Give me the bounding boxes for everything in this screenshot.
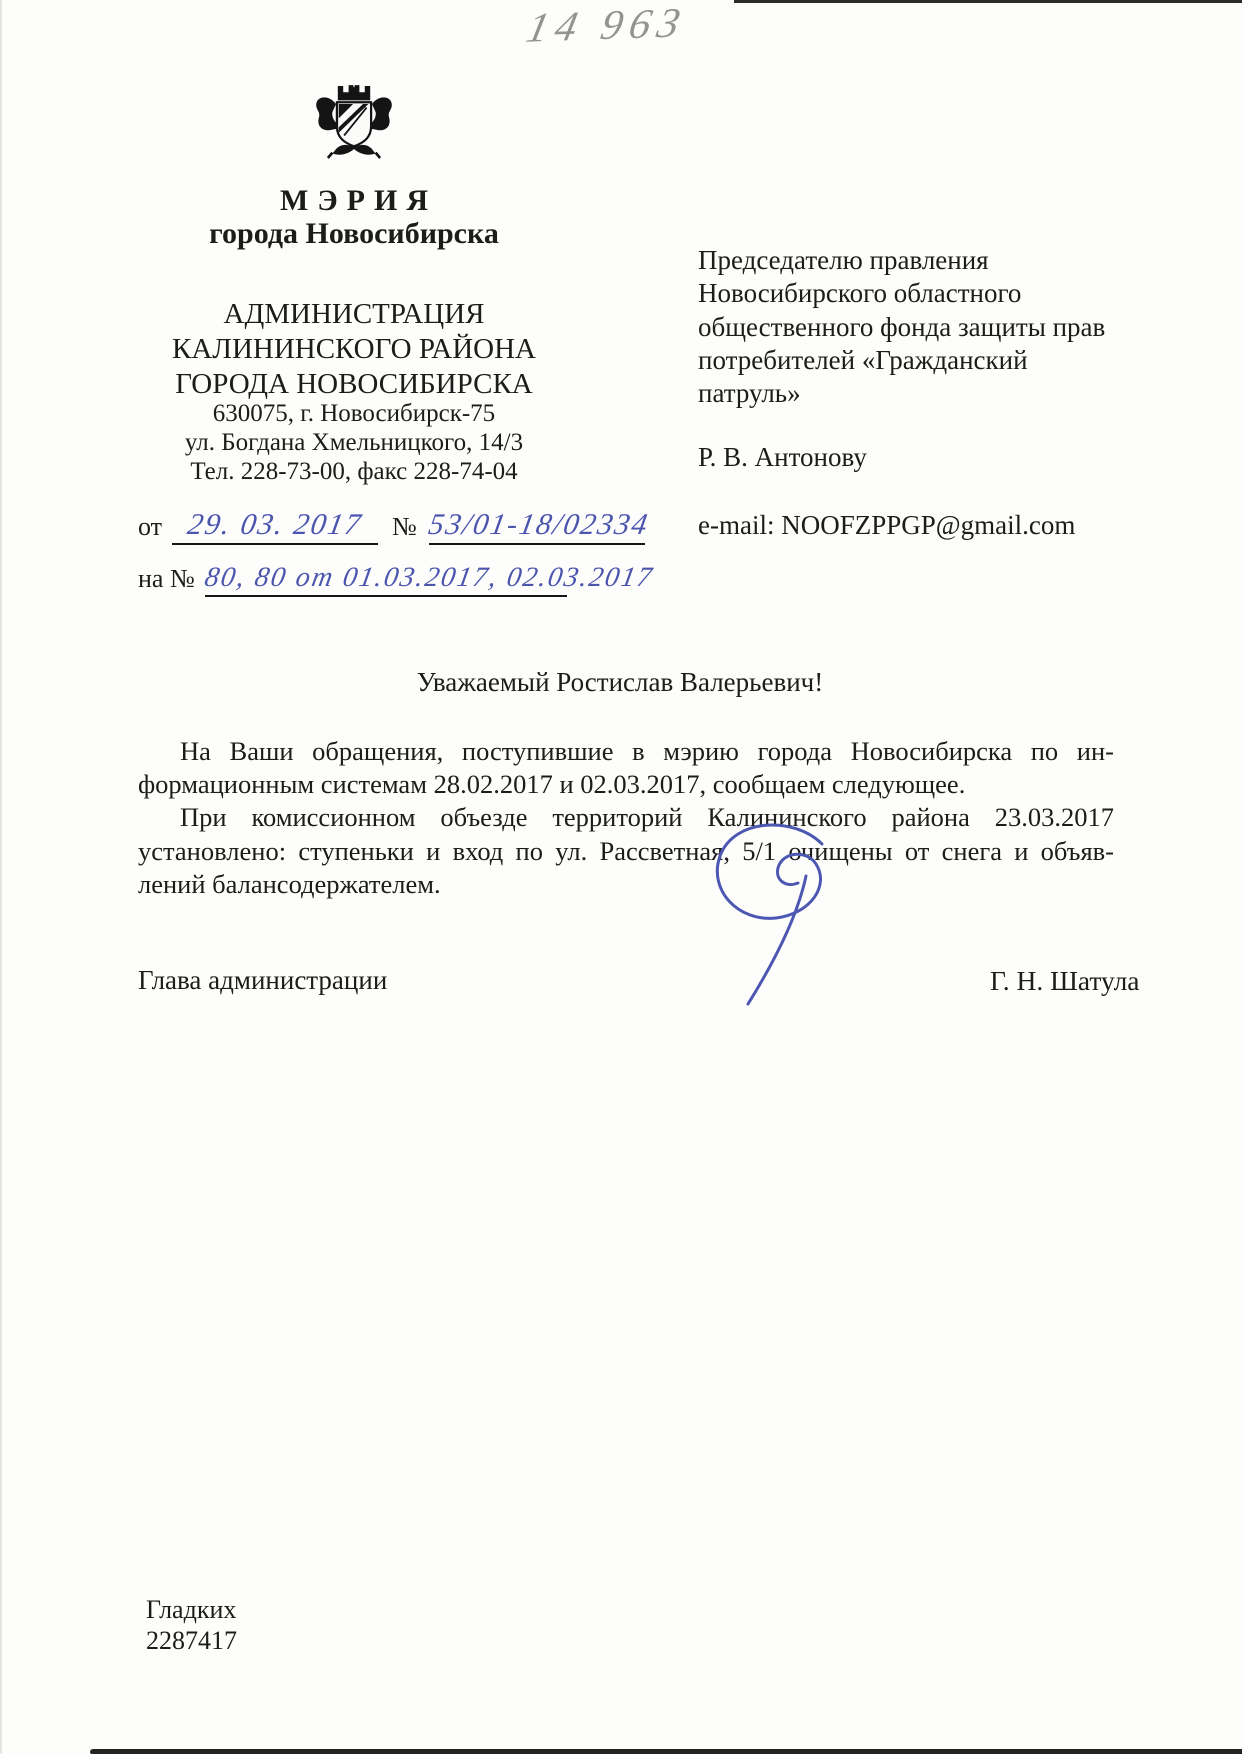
address-line: 630075, г. Новосибирск-75	[212, 400, 496, 427]
letter-body	[138, 735, 1114, 901]
department-line: ГОРОДА НОВОСИБИРСКА	[175, 368, 533, 400]
department-line: АДМИНИСТРАЦИЯ	[223, 298, 485, 330]
novosibirsk-coat-of-arms-icon	[309, 84, 399, 178]
recipient-name: Р. В. Антонову	[698, 442, 867, 472]
reference-reply-row	[138, 562, 656, 597]
number-blank-line	[426, 508, 652, 545]
scan-edge-top	[734, 0, 1242, 3]
handwritten-outgoing-number: 53/01-18/02334	[426, 508, 652, 541]
address-line: Тел. 228-73-00, факс 228-74-04	[190, 458, 518, 485]
body-line: установлено: ступеньки и вход по ул. Рассветная, 5/1 очищены от снега и объяв-	[138, 835, 1114, 866]
pencil-registration-number: 14 963	[522, 0, 692, 52]
number-label: №	[392, 512, 417, 541]
reply-label: на №	[138, 564, 195, 593]
reference-date-number-row	[138, 508, 652, 545]
executor-block	[146, 1594, 237, 1656]
department-block	[128, 297, 580, 402]
scan-edge-left	[0, 0, 2, 1754]
department-line: КАЛИНИНСКОГО РАЙОНА	[171, 333, 536, 365]
recipient-line: потребителей «Гражданский	[698, 344, 1028, 375]
signer-position: Глава администрации	[138, 965, 388, 995]
signer-name: Г. Н. Шатула	[990, 965, 1140, 996]
handwritten-reply-number: 80, 80 от 01.03.2017, 02.03.2017	[202, 562, 656, 593]
address-line: ул. Богдана Хмельницкого, 14/3	[184, 429, 524, 456]
recipient-email: e-mail: NOOFZPPGP@gmail.com	[698, 510, 1076, 540]
scan-edge-bottom	[90, 1749, 1242, 1754]
recipient-line: патруль»	[698, 378, 801, 409]
date-blank-line	[172, 508, 378, 545]
org-subtitle: города Новосибирска	[209, 217, 499, 250]
body-line: формационным системам 28.02.2017 и 02.03.2017, сообщаем следующее.	[138, 769, 966, 800]
handwritten-date: 29. 03. 2017	[185, 508, 366, 541]
salutation: Уважаемый Ростислав Валерьевич!	[416, 667, 824, 697]
body-line: При комиссионном объезде территорий Калининского района 23.03.2017	[180, 802, 1114, 833]
signature-autograph	[664, 814, 874, 1014]
signature-ink-icon	[664, 814, 874, 1009]
recipient-block	[698, 244, 1105, 410]
emblem-container	[128, 84, 580, 183]
recipient-line: общественного фонда защиты прав	[698, 311, 1106, 342]
reply-blank-line	[202, 562, 656, 597]
body-line: На Ваши обращения, поступившие в мэрию города Новосибирска по ин-	[180, 736, 1114, 766]
executor-name: Гладких	[146, 1595, 237, 1624]
date-label: от	[138, 512, 163, 541]
body-line: лений балансодержателем.	[138, 868, 441, 899]
org-title: МЭРИЯ	[280, 184, 437, 217]
recipient-line: Председателю правления	[698, 245, 989, 275]
executor-phone: 2287417	[146, 1626, 237, 1655]
address-block	[128, 399, 580, 486]
recipient-line: Новосибирского областного	[698, 278, 1022, 309]
